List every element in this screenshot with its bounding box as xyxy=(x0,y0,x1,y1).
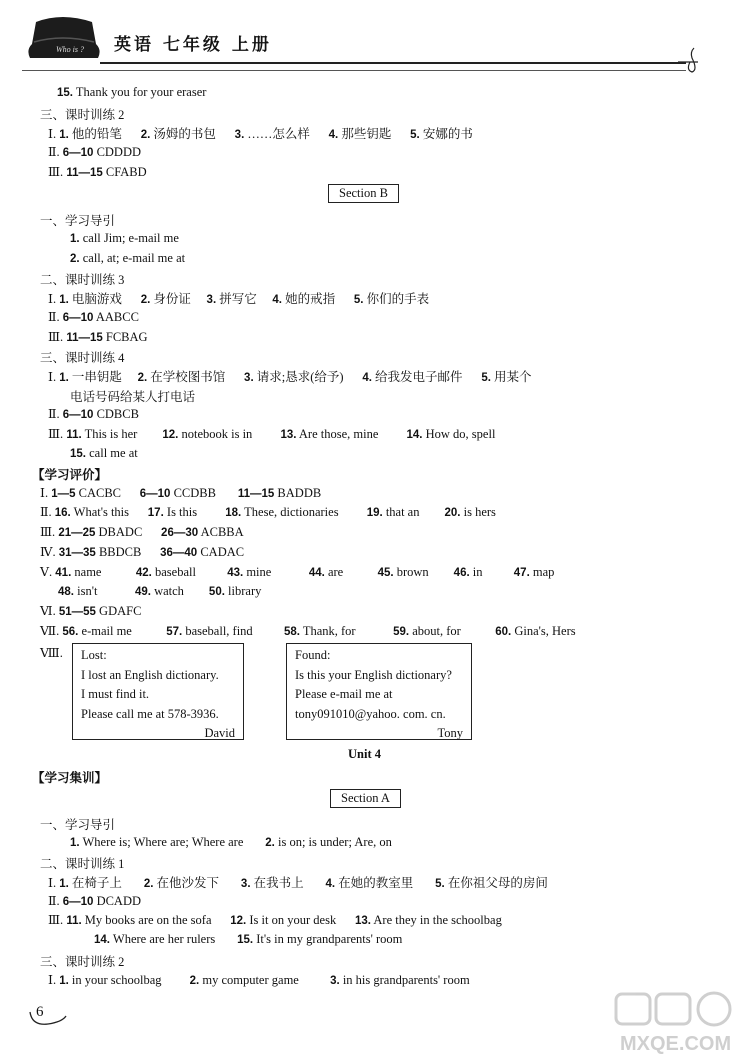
hat-logo-icon xyxy=(22,14,104,62)
notice-line: Please call me at 578-3936. xyxy=(81,706,219,721)
notice-line: I lost an English dictionary. xyxy=(81,667,219,682)
section-a-label: Section A xyxy=(330,789,401,808)
answer-line: 电话号码给某人打电话 xyxy=(70,390,196,404)
answer-line: 2. call, at; e-mail me at xyxy=(70,251,186,265)
answer-line: 【学习评价】 xyxy=(32,468,108,482)
found-notice xyxy=(286,643,472,740)
watermark-logo xyxy=(612,990,737,1056)
answer-line: Ⅰ. 1. in your schoolbag 2. my computer game 3. in his grandparents' room xyxy=(48,973,470,987)
answer-line: 15. Thank you for your eraser xyxy=(57,85,207,99)
header-rule-thin xyxy=(22,70,686,71)
section-b-label: Section B xyxy=(328,184,399,203)
answer-line: Ⅳ. 31—35 BBDCB 36—40 CADAC xyxy=(40,545,245,559)
answer-line: Ⅲ. 11. This is her 12. notebook is in 13. Are those, mine 14. How do, spell xyxy=(48,427,496,441)
answer-line: Unit 4 xyxy=(348,747,381,761)
answer-line: Ⅰ. 1—5 CACBC 6—10 CCDBB 11—15 BADDB xyxy=(40,486,322,500)
notice-signature: Tony xyxy=(437,726,463,740)
answer-line: 48. isn't 49. watch 50. library xyxy=(58,584,262,598)
header-rule xyxy=(100,62,686,64)
page-header-title: 英语 七年级 上册 xyxy=(114,35,272,55)
answer-line: 二、课时训练 3 xyxy=(40,273,125,287)
notice-line: Is this your English dictionary? xyxy=(295,667,452,682)
answer-line: 三、课时训练 4 xyxy=(40,351,125,365)
answer-line: 三、课时训练 2 xyxy=(40,108,125,122)
page-number: 6 xyxy=(36,1004,44,1020)
answer-line: 一、学习导引 xyxy=(40,818,116,832)
answer-line: 【学习集训】 xyxy=(32,771,108,785)
notice-line: tony091010@yahoo. com. cn. xyxy=(295,706,446,721)
logo-text: Who is ? xyxy=(56,45,84,54)
answer-line: 一、学习导引 xyxy=(40,214,116,228)
notice-line: Please e-mail me at xyxy=(295,687,393,701)
answer-line: Ⅷ. xyxy=(40,646,63,660)
answer-line: 1. Where is; Where are; Where are 2. is on; is under; Are, on xyxy=(70,835,392,849)
answer-line: Ⅱ. 16. What's this 17. Is this 18. These, dictionaries 19. that an 20. is hers xyxy=(40,505,496,519)
answer-line: 15. call me at xyxy=(70,446,138,460)
header-flourish-icon xyxy=(676,46,704,76)
answer-line: 三、课时训练 2 xyxy=(40,955,125,969)
answer-line: 二、课时训练 1 xyxy=(40,857,125,871)
answer-line: 1. call Jim; e-mail me xyxy=(70,231,179,245)
notice-line: I must find it. xyxy=(81,687,150,701)
answer-line: 14. Where are her rulers 15. It's in my grandparents' room xyxy=(94,932,403,946)
page-number-curve xyxy=(28,1008,68,1028)
answer-line: Ⅱ. 6—10 AABCC xyxy=(48,310,139,324)
answer-line: Ⅰ. 1. 他的铅笔 2. 汤姆的书包 3. ……怎么样 4. 那些钥匙 5. 安娜的书 xyxy=(48,127,473,141)
notice-signature: David xyxy=(204,726,235,740)
answer-line: Ⅴ. 41. name 42. baseball 43. mine 44. are 45. brown 46. in 47. map xyxy=(40,565,555,579)
notice-line: Found: xyxy=(295,648,331,662)
answer-line: Ⅱ. 6—10 CDBCB xyxy=(48,407,139,421)
answer-line: Ⅱ. 6—10 DCADD xyxy=(48,894,142,908)
answer-line: Ⅲ. 11. My books are on the sofa 12. Is it on your desk 13. Are they in the schoolbag xyxy=(48,913,502,927)
watermark-text: MXQE.COM xyxy=(620,1033,732,1055)
answer-line: Ⅵ. 51—55 GDAFC xyxy=(40,604,142,618)
lost-notice xyxy=(72,643,244,740)
answer-line: Ⅲ. 11—15 CFABD xyxy=(48,165,147,179)
notice-line: Lost: xyxy=(81,648,107,662)
answer-line: Ⅰ. 1. 电脑游戏 2. 身份证 3. 拼写它 4. 她的戒指 5. 你们的手表 xyxy=(48,292,430,306)
answer-line: Ⅰ. 1. 一串钥匙 2. 在学校图书馆 3. 请求;恳求(给予) 4. 给我发电子邮件 5. 用某个 xyxy=(48,370,532,384)
answer-line: Ⅰ. 1. 在椅子上 2. 在他沙发下 3. 在我书上 4. 在她的教室里 5. 在你祖父母的房间 xyxy=(48,876,548,890)
answer-line: Ⅱ. 6—10 CDDDD xyxy=(48,145,142,159)
answer-line: Ⅲ. 21—25 DBADC 26—30 ACBBA xyxy=(40,525,244,539)
answer-line: Ⅶ. 56. e-mail me 57. baseball, find 58. Thank, for 59. about, for 60. Gina's, Hers xyxy=(40,624,576,638)
answer-line: Ⅲ. 11—15 FCBAG xyxy=(48,330,148,344)
